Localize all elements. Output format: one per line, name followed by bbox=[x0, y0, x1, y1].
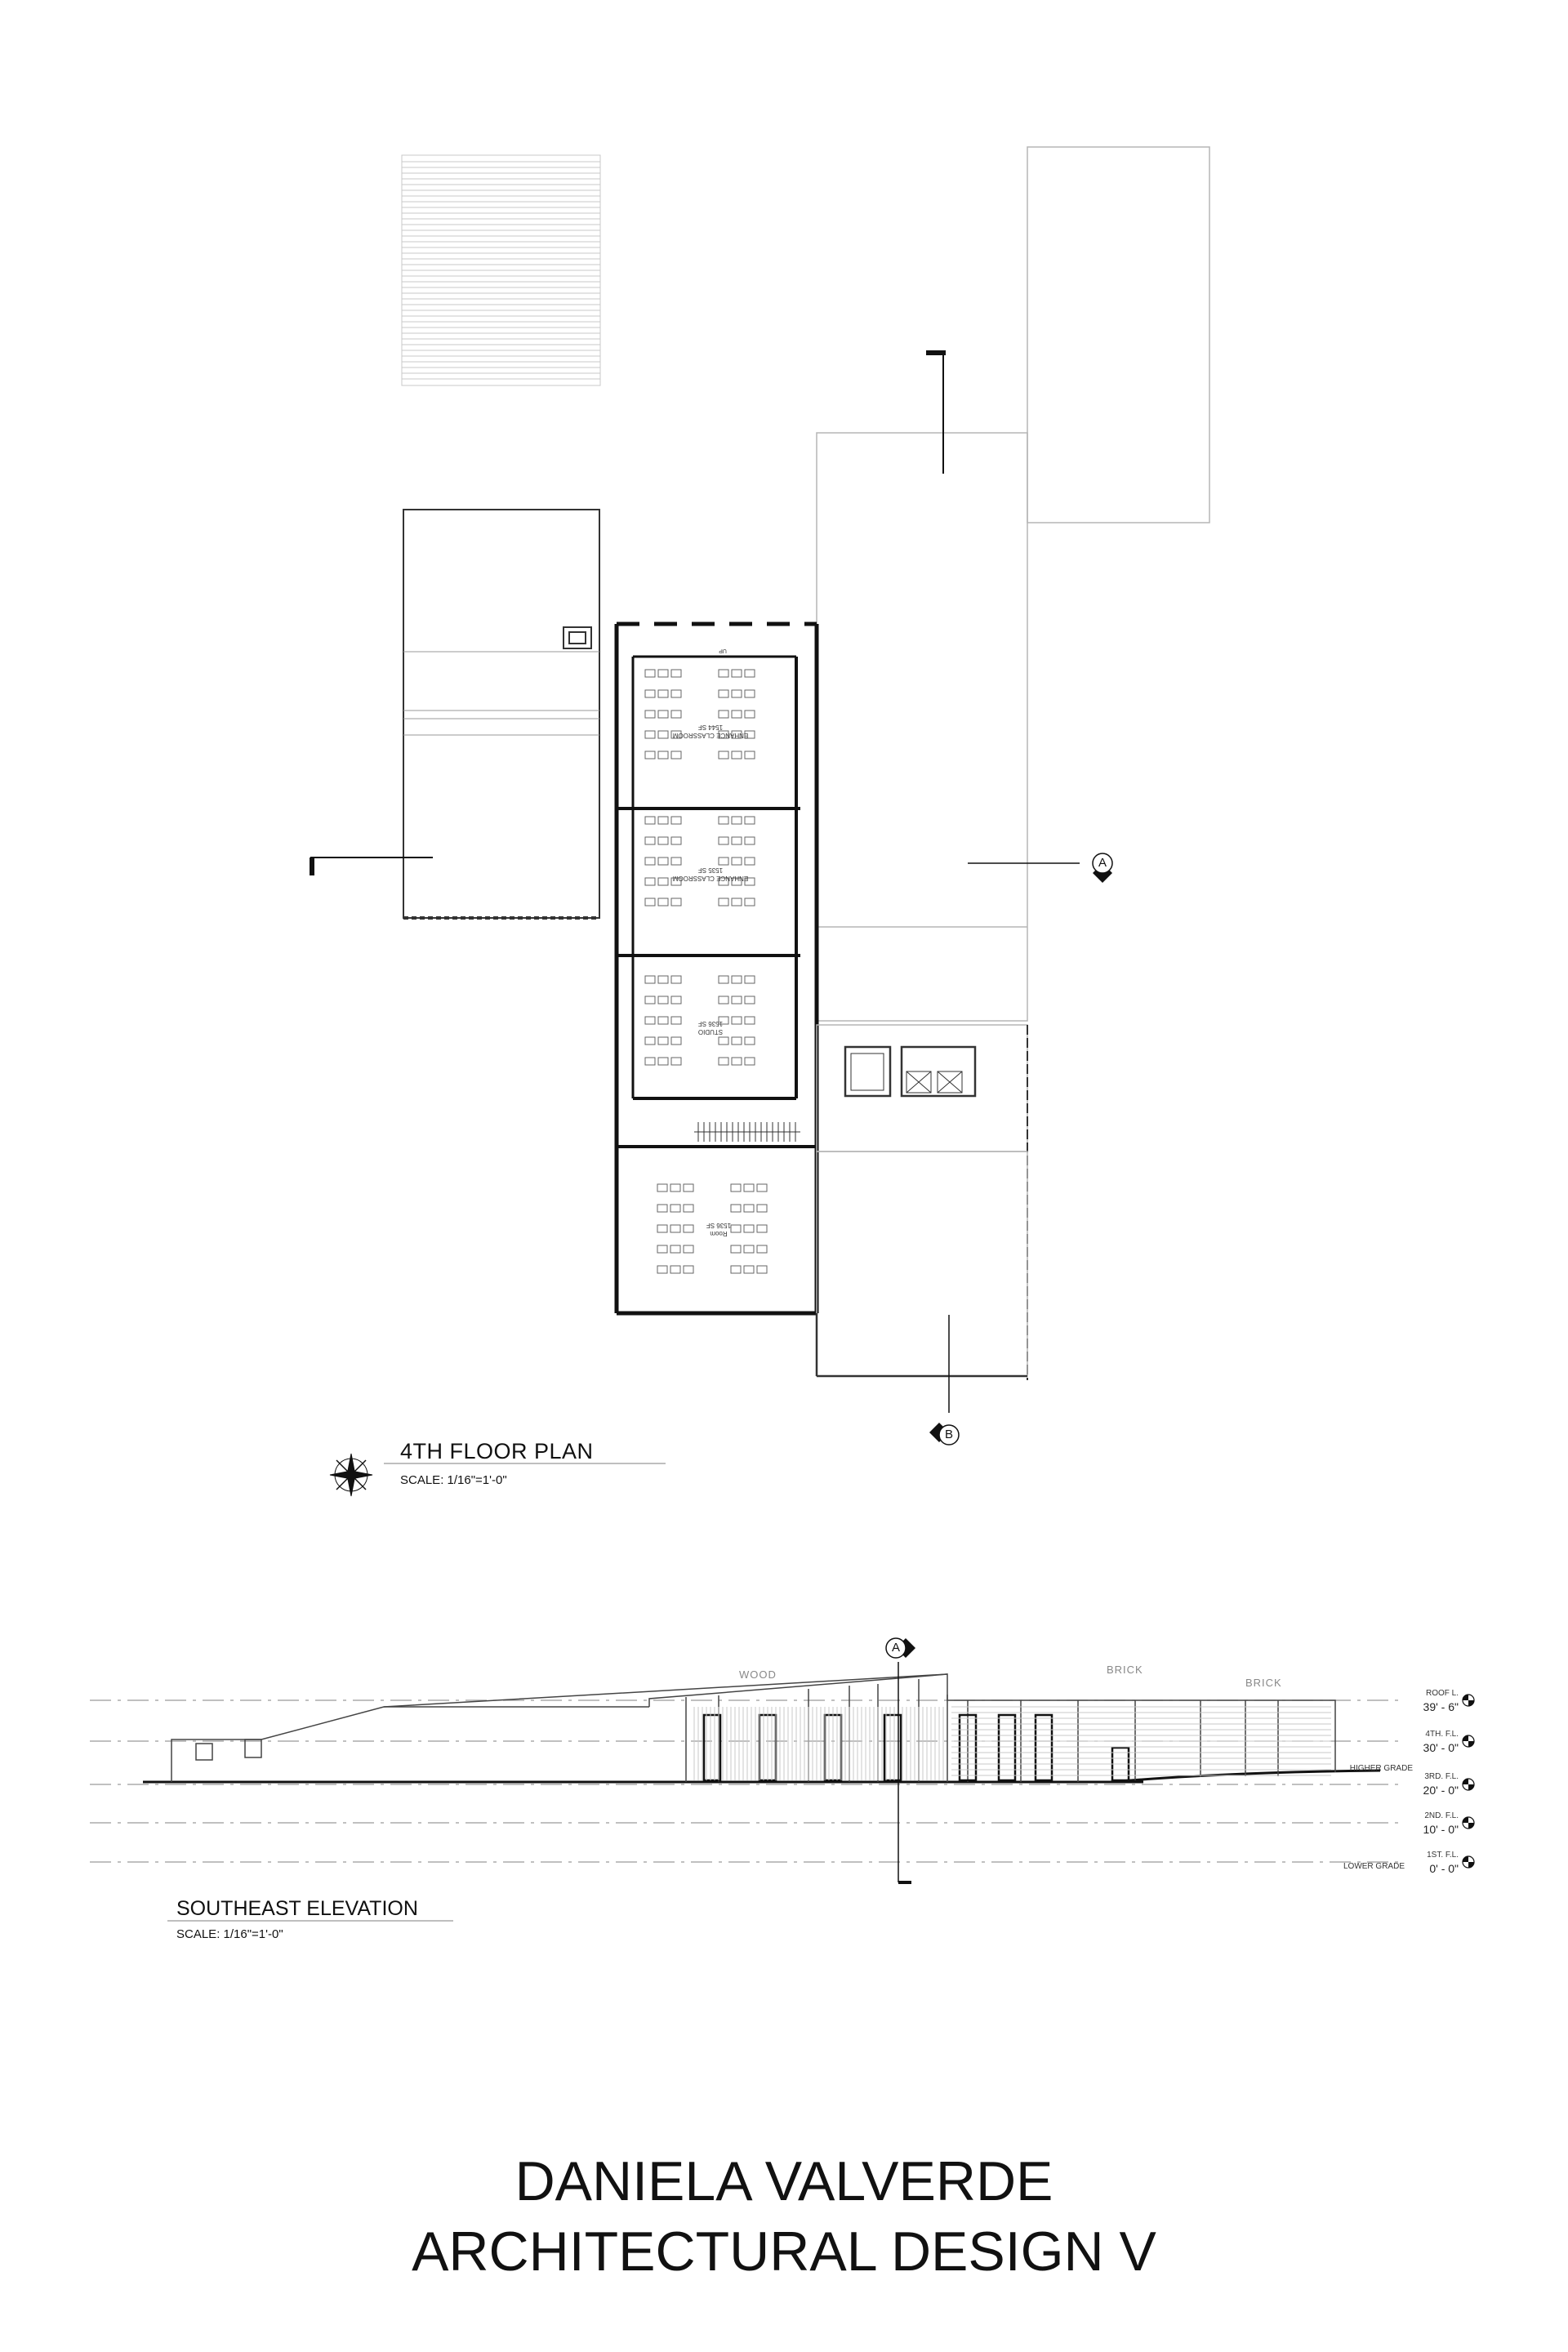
elevation-title: SOUTHEAST ELEVATION bbox=[176, 1897, 418, 1920]
desk bbox=[671, 690, 681, 697]
level-datum-icon bbox=[1463, 1735, 1474, 1747]
desk bbox=[719, 670, 728, 677]
desk bbox=[658, 670, 668, 677]
desk bbox=[719, 1037, 728, 1045]
desk bbox=[757, 1184, 767, 1192]
desk bbox=[719, 858, 728, 865]
desk bbox=[745, 1058, 755, 1065]
desk bbox=[719, 996, 728, 1004]
desk bbox=[731, 1184, 741, 1192]
desk bbox=[745, 996, 755, 1004]
desk bbox=[731, 1205, 741, 1212]
desk bbox=[671, 710, 681, 718]
level-value: 10' - 0" bbox=[1423, 1823, 1459, 1836]
desk bbox=[732, 837, 742, 844]
desk bbox=[657, 1225, 667, 1232]
lower-right-wing bbox=[817, 1152, 1027, 1376]
level-datum-icon bbox=[1463, 1779, 1474, 1790]
elevation bbox=[90, 1662, 1405, 1882]
section-marker-a-label: A bbox=[1098, 856, 1107, 870]
desk bbox=[732, 858, 742, 865]
desk bbox=[671, 976, 681, 983]
level-datum-quadrant bbox=[1463, 1856, 1468, 1862]
desk bbox=[732, 817, 742, 824]
elevation-marker-a bbox=[886, 1638, 915, 1658]
desk bbox=[645, 878, 655, 885]
desk bbox=[658, 858, 668, 865]
desk bbox=[658, 898, 668, 906]
level-value: 30' - 0" bbox=[1423, 1741, 1459, 1754]
desk bbox=[657, 1205, 667, 1212]
desk bbox=[670, 1184, 680, 1192]
desk bbox=[658, 837, 668, 844]
desk bbox=[670, 1266, 680, 1273]
upper-left-deck bbox=[402, 155, 600, 385]
desk bbox=[645, 1017, 655, 1024]
desk bbox=[671, 837, 681, 844]
desk bbox=[745, 690, 755, 697]
desk bbox=[757, 1266, 767, 1273]
desk bbox=[745, 670, 755, 677]
desk bbox=[670, 1245, 680, 1253]
desk bbox=[732, 710, 742, 718]
plan-scale: SCALE: 1/16"=1'-0" bbox=[400, 1473, 507, 1487]
desk bbox=[645, 690, 655, 697]
desk bbox=[658, 817, 668, 824]
desk bbox=[719, 710, 728, 718]
desk bbox=[658, 731, 668, 738]
facade-hatch bbox=[694, 1707, 1331, 1780]
level-name: 3RD. F.L. bbox=[1424, 1772, 1459, 1781]
desk bbox=[732, 690, 742, 697]
desk bbox=[745, 817, 755, 824]
desk bbox=[645, 996, 655, 1004]
desk bbox=[657, 1184, 667, 1192]
level-value: 39' - 6" bbox=[1423, 1700, 1459, 1713]
desk bbox=[732, 1058, 742, 1065]
section-cut-left bbox=[310, 858, 433, 875]
desk bbox=[671, 858, 681, 865]
level-datum-icon bbox=[1463, 1817, 1474, 1829]
desk bbox=[658, 710, 668, 718]
desk bbox=[645, 751, 655, 759]
desk bbox=[658, 1058, 668, 1065]
level-note: HIGHER GRADE bbox=[1349, 1764, 1413, 1773]
elevation-scale: SCALE: 1/16"=1'-0" bbox=[176, 1927, 283, 1941]
desk bbox=[732, 996, 742, 1004]
desk bbox=[658, 1017, 668, 1024]
building-elevation bbox=[172, 1674, 1335, 1782]
level-datum-quadrant bbox=[1468, 1700, 1474, 1706]
level-datum-quadrant bbox=[1468, 1784, 1474, 1790]
room-label: STUDIO 1536 SF bbox=[697, 1020, 724, 1036]
desk bbox=[658, 751, 668, 759]
desk bbox=[657, 1245, 667, 1253]
core bbox=[817, 1025, 1027, 1380]
desk bbox=[671, 898, 681, 906]
desk bbox=[719, 751, 728, 759]
level-note: LOWER GRADE bbox=[1343, 1862, 1405, 1871]
room-label: ENHANCE CLASSROOM 1544 SF bbox=[672, 724, 749, 739]
section-cut-top bbox=[926, 353, 946, 474]
level-datum-quadrant bbox=[1463, 1779, 1468, 1784]
desk bbox=[684, 1245, 693, 1253]
level-datum-quadrant bbox=[1468, 1862, 1474, 1868]
level-value: 0' - 0" bbox=[1429, 1862, 1459, 1875]
desk bbox=[719, 817, 728, 824]
desk bbox=[745, 976, 755, 983]
desk bbox=[671, 1058, 681, 1065]
context-outline bbox=[817, 147, 1209, 1021]
desk bbox=[745, 710, 755, 718]
compass-rose-icon bbox=[330, 1454, 372, 1496]
level-markers bbox=[1463, 1695, 1474, 1868]
desk bbox=[671, 996, 681, 1004]
desk bbox=[645, 670, 655, 677]
material-label: WOOD bbox=[739, 1668, 777, 1681]
desk bbox=[671, 1037, 681, 1045]
desk bbox=[671, 751, 681, 759]
material-label: BRICK bbox=[1245, 1677, 1282, 1689]
desk bbox=[657, 1266, 667, 1273]
desk bbox=[744, 1184, 754, 1192]
desk bbox=[745, 751, 755, 759]
desk bbox=[671, 817, 681, 824]
stair-label: UP bbox=[719, 648, 727, 653]
desk bbox=[744, 1266, 754, 1273]
desk bbox=[684, 1184, 693, 1192]
desk bbox=[757, 1245, 767, 1253]
material-label: BRICK bbox=[1107, 1664, 1143, 1676]
author-name: DANIELA VALVERDE bbox=[514, 2150, 1054, 2212]
desk bbox=[645, 731, 655, 738]
desk bbox=[645, 858, 655, 865]
desk bbox=[658, 976, 668, 983]
desk bbox=[658, 690, 668, 697]
level-datum-icon bbox=[1463, 1856, 1474, 1868]
course-title: ARCHITECTURAL DESIGN V bbox=[412, 2221, 1156, 2283]
level-datum-icon bbox=[1463, 1695, 1474, 1706]
desk bbox=[645, 898, 655, 906]
desk bbox=[684, 1266, 693, 1273]
desk bbox=[645, 976, 655, 983]
level-name: ROOF L. bbox=[1425, 1689, 1459, 1698]
desk bbox=[745, 858, 755, 865]
level-datum-quadrant bbox=[1468, 1741, 1474, 1747]
desk bbox=[719, 1058, 728, 1065]
desk bbox=[719, 690, 728, 697]
desk bbox=[671, 670, 681, 677]
desk bbox=[732, 751, 742, 759]
desk bbox=[645, 1058, 655, 1065]
desk bbox=[645, 710, 655, 718]
level-name: 4TH. F.L. bbox=[1425, 1730, 1459, 1739]
level-datum-quadrant bbox=[1463, 1695, 1468, 1700]
level-value: 20' - 0" bbox=[1423, 1784, 1459, 1797]
desk bbox=[732, 1037, 742, 1045]
desk bbox=[684, 1205, 693, 1212]
desk bbox=[744, 1245, 754, 1253]
room-label: Room 1536 SF bbox=[706, 1222, 732, 1237]
desk bbox=[745, 1037, 755, 1045]
desk bbox=[732, 670, 742, 677]
desk bbox=[731, 1245, 741, 1253]
desk bbox=[645, 817, 655, 824]
room-label: ENHANCE CLASSROOM 1535 SF bbox=[672, 866, 749, 882]
desk bbox=[745, 898, 755, 906]
level-datum-quadrant bbox=[1463, 1817, 1468, 1823]
elevation-marker-a-label: A bbox=[892, 1641, 901, 1655]
desk bbox=[645, 1037, 655, 1045]
desk bbox=[658, 1037, 668, 1045]
plan-title: 4TH FLOOR PLAN bbox=[400, 1439, 594, 1463]
desk bbox=[719, 898, 728, 906]
desk-grid bbox=[645, 670, 767, 1273]
level-datum-quadrant bbox=[1468, 1823, 1474, 1829]
stair bbox=[694, 1122, 800, 1142]
level-name: 2ND. F.L. bbox=[1424, 1811, 1459, 1820]
level-datum-quadrant bbox=[1463, 1735, 1468, 1741]
desk bbox=[732, 976, 742, 983]
section-marker-b bbox=[929, 1423, 959, 1445]
desk bbox=[719, 837, 728, 844]
desk bbox=[732, 898, 742, 906]
desk bbox=[645, 837, 655, 844]
floor-plan bbox=[310, 147, 1209, 1413]
desk bbox=[658, 996, 668, 1004]
section-marker-b-label: B bbox=[945, 1428, 954, 1441]
desk bbox=[745, 837, 755, 844]
desk bbox=[744, 1205, 754, 1212]
level-name: 1ST. F.L. bbox=[1427, 1851, 1459, 1860]
desk bbox=[670, 1205, 680, 1212]
desk bbox=[757, 1205, 767, 1212]
desk bbox=[658, 878, 668, 885]
desk bbox=[731, 1266, 741, 1273]
desk bbox=[719, 976, 728, 983]
